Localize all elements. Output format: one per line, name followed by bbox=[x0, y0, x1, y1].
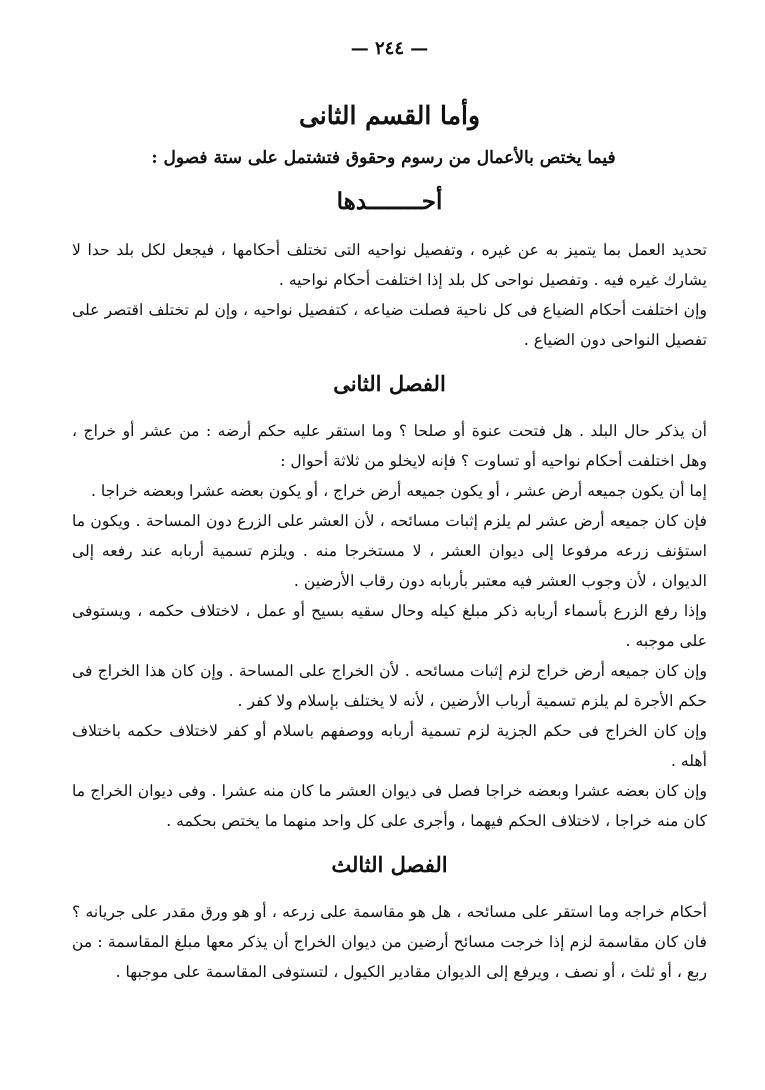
paragraph: تحديد العمل بما يتميز به عن غيره ، وتفصيل نواحيه التى تختلف أحكامها ، فيجعل لكل بلد حدا لا يشارك غيره فيه . وتفصيل نواحى كل بلد إذا اختلفت أحكام نواحيه . bbox=[72, 241, 707, 289]
paragraph: أن يذكر حال البلد . هل فتحت عنوة أو صلحا ؟ وما استقر عليه حكم أرضه : من عشر أو خراج ، وهل اختلفت أحكام نواحيه أو تساوت ؟ فإنه لايخلو من ثلاثة أحوال : bbox=[72, 422, 707, 470]
section-subtitle: فيما يختص بالأعمال من رسوم وحقوق فتشتمل على ستة فصول : bbox=[151, 148, 616, 168]
paragraph: وإذا رفع الزرع بأسماء أربابه ذكر مبلغ كيله وحال سقيه بسيح أو عمل ، لاختلاف حكمه ، ويستوفى على موجبه . bbox=[72, 602, 707, 650]
chapter-heading-second: الفصل الثانى bbox=[333, 371, 446, 396]
paragraph: وإن كان الخراج فى حكم الجزية لزم تسمية أربابه ووصفهم باسلام أو كفر لاختلاف حكمه باختلاف أهله . bbox=[72, 722, 707, 770]
paragraph: وإن كان بعضه عشرا وبعضه خراجا فصل فى ديوان العشر ما كان منه عشرا . وفى ديوان الخراج ما كان منه خراجا ، لاختلاف الحكم فيهما ، وأجرى على كل واحد منهما ما يختص بحكمه . bbox=[72, 782, 707, 830]
paragraph: فإن كان جميعه أرض عشر لم يلزم إثبات مسائحه ، لأن العشر على الزرع دون المساحة . ويكون ما استؤنف زرعه مرفوعا إلى ديوان العشر ، لا مستخرجا منه . ويلزم تسمية أربابه عند رفعه إلى الديوان ، لأن وجوب العشر فيه معتبر بأربابه دون رقاب الأرضين . bbox=[72, 512, 707, 590]
paragraph: أحكام خراجه وما استقر على مسائحه ، هل هو مقاسمة على زرعه ، أو هو ورق مقدر على جريانه ؟ فان كان مقاسمة لزم إذا خرجت مسائح أرضين من ديوان الخراج أن يذكر معها مبلغ المقاسمة : من ربع ، أو ثلث ، أو نصف ، ويرفع إلى الديوان مقادير الكيول ، لتستوفى المقاسمة على موجبها . bbox=[72, 903, 707, 981]
paragraph: وإن اختلفت أحكام الضياع فى كل ناحية فصلت ضياعه ، كتفصيل نواحيه ، وإن لم تختلف اقتصر على تفصيل النواحى دون الضياع . bbox=[72, 301, 707, 349]
paragraph: وإن كان جميعه أرض خراج لزم إثبات مسائحه . لأن الخراج على المساحة . وإن كان هذا الخراج فى حكم الأجرة لم يلزم تسمية أرباب الأرضين ، لأنه لا يختلف بإسلام ولا كفر . bbox=[72, 662, 707, 710]
chapter-heading-third: الفصل الثالث bbox=[331, 852, 448, 877]
section-title: وأما القسم الثانى bbox=[298, 101, 481, 130]
page-number: — ٢٤٤ — bbox=[350, 38, 429, 59]
chapter-heading-first: أحــــــــدها bbox=[336, 188, 443, 215]
paragraph: إما أن يكون جميعه أرض عشر ، أو يكون جميعه أرض خراج ، أو يكون بعضه عشرا وبعضه خراجا . bbox=[90, 482, 707, 500]
